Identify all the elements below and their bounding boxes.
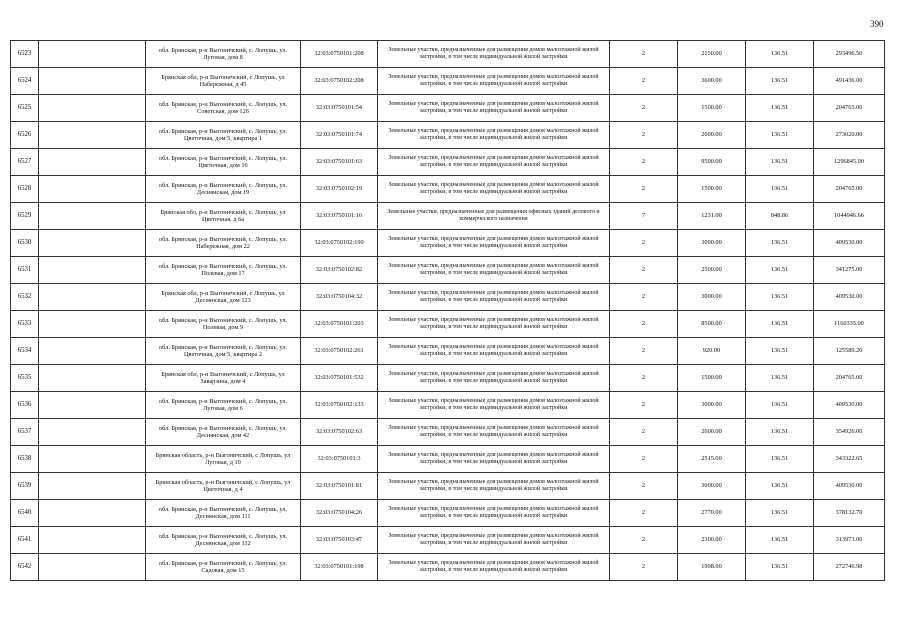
- land-purpose-cell: Земельные участки, предназначенные для размещения домов малоэтажной жилой застройки, в том числе индивидуальной жилой застройки: [378, 500, 610, 527]
- group-cell: 2: [610, 392, 678, 419]
- row-number-cell: 6542: [11, 554, 39, 581]
- land-purpose-cell: Земельные участки, предназначенные для размещения домов малоэтажной жилой застройки, в том числе индивидуальной жилой застройки: [378, 230, 610, 257]
- specific-value-cell: 136.51: [746, 257, 814, 284]
- cadastral-number-cell: 32:03:0750102:63: [301, 419, 378, 446]
- area-cell: 3000.00: [678, 230, 746, 257]
- cadastral-value-cell: 125589.20: [814, 338, 885, 365]
- cadastral-number-cell: 32:03:0750104:26: [301, 500, 378, 527]
- specific-value-cell: 136.51: [746, 68, 814, 95]
- empty-cell: [39, 311, 146, 338]
- group-cell: 2: [610, 257, 678, 284]
- table-row: [11, 446, 885, 473]
- cadastral-value-cell: 378132.70: [814, 500, 885, 527]
- table-row: [11, 176, 885, 203]
- area-cell: 2770.00: [678, 500, 746, 527]
- table-row: [11, 338, 885, 365]
- table-row: [11, 473, 885, 500]
- table-row: [11, 41, 885, 68]
- land-purpose-cell: Земельные участки, предназначенные для размещения домов малоэтажной жилой застройки, в том числе индивидуальной жилой застройки: [378, 554, 610, 581]
- group-cell: 2: [610, 149, 678, 176]
- cadastral-number-cell: 32:03:0750101:532: [301, 365, 378, 392]
- group-cell: 2: [610, 500, 678, 527]
- table-row: [11, 419, 885, 446]
- cadastral-value-cell: 491436.00: [814, 68, 885, 95]
- specific-value-cell: 136.51: [746, 338, 814, 365]
- table-row: [11, 149, 885, 176]
- empty-cell: [39, 149, 146, 176]
- address-cell: обл. Брянская, р-н Выгоничский, с. Лопушь, ул. Цветочная, дом 5, квартира 2: [146, 338, 301, 365]
- group-cell: 2: [610, 446, 678, 473]
- address-cell: Брянская обл, р-н Выгоничский, с. Лопушь, ул Цветочная, д 6а: [146, 203, 301, 230]
- cadastral-number-cell: 32:03:0750101:54: [301, 95, 378, 122]
- cadastral-value-cell: 354926.00: [814, 419, 885, 446]
- cadastral-value-cell: 204765.00: [814, 176, 885, 203]
- land-purpose-cell: Земельные участки, предназначенные для размещения домов малоэтажной жилой застройки, в том числе индивидуальной жилой застройки: [378, 284, 610, 311]
- empty-cell: [39, 527, 146, 554]
- area-cell: 920.00: [678, 338, 746, 365]
- group-cell: 2: [610, 122, 678, 149]
- row-number-cell: 6534: [11, 338, 39, 365]
- land-purpose-cell: Земельные участки, предназначенные для размещения домов малоэтажной жилой застройки, в том числе индивидуальной жилой застройки: [378, 473, 610, 500]
- empty-cell: [39, 554, 146, 581]
- address-cell: обл. Брянская, р-н Выгоничский, с. Лопушь, ул. Луговая, дом 8: [146, 41, 301, 68]
- row-number-cell: 6531: [11, 257, 39, 284]
- group-cell: 2: [610, 338, 678, 365]
- specific-value-cell: 848.86: [746, 203, 814, 230]
- address-cell: обл. Брянская, р-н Выгоничский, с. Лопушь, ул. Цветочная, дом 5, квартира 1: [146, 122, 301, 149]
- land-purpose-cell: Земельные участки, предназначенные для размещения домов малоэтажной жилой застройки, в том числе индивидуальной жилой застройки: [378, 527, 610, 554]
- cadastral-value-cell: 273020.00: [814, 122, 885, 149]
- cadastral-value-cell: 204765.00: [814, 365, 885, 392]
- specific-value-cell: 136.51: [746, 311, 814, 338]
- cadastral-number-cell: 32:03:0750101:208: [301, 41, 378, 68]
- cadastral-number-cell: 32:03:0750101:198: [301, 554, 378, 581]
- row-number-cell: 6527: [11, 149, 39, 176]
- cadastral-number-cell: 32:03:0750101:63: [301, 149, 378, 176]
- address-cell: Брянская обл, р-н Выгоничский, с Лопушь, ул Деснянская, дом 123: [146, 284, 301, 311]
- empty-cell: [39, 446, 146, 473]
- table-row: [11, 95, 885, 122]
- address-cell: обл. Брянская, р-н Выгоничский, с. Лопушь, ул. Цветочная, дом 16: [146, 149, 301, 176]
- cadastral-number-cell: 32:03:0750102:208: [301, 68, 378, 95]
- cadastral-value-cell: 1296845.00: [814, 149, 885, 176]
- area-cell: 2500.00: [678, 257, 746, 284]
- row-number-cell: 6526: [11, 122, 39, 149]
- land-purpose-cell: Земельные участки, предназначенные для размещения домов малоэтажной жилой застройки, в том числе индивидуальной жилой застройки: [378, 95, 610, 122]
- land-purpose-cell: Земельные участки, предназначенные для размещения домов малоэтажной жилой застройки, в том числе индивидуальной жилой застройки: [378, 392, 610, 419]
- row-number-cell: 6530: [11, 230, 39, 257]
- specific-value-cell: 136.51: [746, 500, 814, 527]
- address-cell: обл. Брянская, р-н Выгоничский, с. Лопушь, ул. Деснянская, дом 19: [146, 176, 301, 203]
- land-purpose-cell: Земельные участки, предназначенные для размещения домов малоэтажной жилой застройки, в том числе индивидуальной жилой застройки: [378, 338, 610, 365]
- cadastral-value-cell: 409530.00: [814, 230, 885, 257]
- group-cell: 2: [610, 311, 678, 338]
- row-number-cell: 6537: [11, 419, 39, 446]
- group-cell: 2: [610, 95, 678, 122]
- specific-value-cell: 136.51: [746, 554, 814, 581]
- area-cell: 2300.00: [678, 527, 746, 554]
- address-cell: обл. Брянская, р-н Выгоничский, с. Лопушь, ул. Деснянская, дом 112: [146, 527, 301, 554]
- table-row: [11, 284, 885, 311]
- cadastral-value-cell: 1160335.00: [814, 311, 885, 338]
- empty-cell: [39, 230, 146, 257]
- row-number-cell: 6536: [11, 392, 39, 419]
- land-purpose-cell: Земельные участки, предназначенные для размещения домов малоэтажной жилой застройки, в том числе индивидуальной жилой застройки: [378, 149, 610, 176]
- table-row: [11, 311, 885, 338]
- page-number: 390: [870, 19, 884, 29]
- row-number-cell: 6539: [11, 473, 39, 500]
- empty-cell: [39, 68, 146, 95]
- row-number-cell: 6524: [11, 68, 39, 95]
- area-cell: 3600.00: [678, 68, 746, 95]
- address-cell: Брянская обл, р-н Выгоничский, с Лопушь, ул Заварзина, дом 4: [146, 365, 301, 392]
- specific-value-cell: 136.51: [746, 365, 814, 392]
- row-number-cell: 6535: [11, 365, 39, 392]
- empty-cell: [39, 284, 146, 311]
- row-number-cell: 6532: [11, 284, 39, 311]
- cadastral-number-cell: 32:03:0750102:82: [301, 257, 378, 284]
- land-purpose-cell: Земельные участки, предназначенные для размещения домов малоэтажной жилой застройки, в том числе индивидуальной жилой застройки: [378, 446, 610, 473]
- land-purpose-cell: Земельные участки, предназначенные для размещения офисных зданий делового и коммерческого назначения: [378, 203, 610, 230]
- specific-value-cell: 136.51: [746, 473, 814, 500]
- table-row: [11, 500, 885, 527]
- group-cell: 2: [610, 68, 678, 95]
- row-number-cell: 6523: [11, 41, 39, 68]
- cadastral-number-cell: 32:03:0750104:32: [301, 284, 378, 311]
- table-row: [11, 122, 885, 149]
- table-row: [11, 392, 885, 419]
- specific-value-cell: 136.51: [746, 527, 814, 554]
- area-cell: 9500.00: [678, 149, 746, 176]
- cadastral-value-cell: 409530.00: [814, 392, 885, 419]
- land-purpose-cell: Земельные участки, предназначенные для размещения домов малоэтажной жилой застройки, в том числе индивидуальной жилой застройки: [378, 311, 610, 338]
- group-cell: 2: [610, 554, 678, 581]
- row-number-cell: 6538: [11, 446, 39, 473]
- land-purpose-cell: Земельные участки, предназначенные для размещения домов малоэтажной жилой застройки, в том числе индивидуальной жилой застройки: [378, 41, 610, 68]
- address-cell: Брянская область, р-н Выгоничский, с Лопушь, ул Луговая, д 10: [146, 446, 301, 473]
- address-cell: обл. Брянская, р-н Выгоничский, с. Лопушь, ул. Деснянская, дом 111: [146, 500, 301, 527]
- group-cell: 2: [610, 365, 678, 392]
- empty-cell: [39, 122, 146, 149]
- cadastral-value-cell: 409530.00: [814, 473, 885, 500]
- specific-value-cell: 136.51: [746, 419, 814, 446]
- address-cell: обл. Брянская, р-н Выгоничский, с. Лопушь, ул. Советская, дом 126: [146, 95, 301, 122]
- table-row: [11, 230, 885, 257]
- area-cell: 1500.00: [678, 95, 746, 122]
- address-cell: обл. Брянская, р-н Выгоничский, с. Лопушь, ул. Садовая, дом 15: [146, 554, 301, 581]
- cadastral-value-cell: 272746.98: [814, 554, 885, 581]
- empty-cell: [39, 338, 146, 365]
- row-number-cell: 6541: [11, 527, 39, 554]
- area-cell: 8500.00: [678, 311, 746, 338]
- empty-cell: [39, 473, 146, 500]
- address-cell: обл. Брянская, р-н Выгоничский, с. Лопушь, ул. Полевая, дом 17: [146, 257, 301, 284]
- cadastral-number-cell: 32:03:0750102:261: [301, 338, 378, 365]
- address-cell: Брянская обл, р-н Выгоничский, с Лопушь, ул Набережная, д 45: [146, 68, 301, 95]
- specific-value-cell: 136.51: [746, 122, 814, 149]
- cadastral-number-cell: 32:03:0750101:3: [301, 446, 378, 473]
- table-row: [11, 203, 885, 230]
- cadastral-number-cell: 32:03:0750103:47: [301, 527, 378, 554]
- address-cell: обл. Брянская, р-н Выгоничский, с. Лопушь, ул. Деснянская, дом 42: [146, 419, 301, 446]
- table-row: [11, 257, 885, 284]
- land-purpose-cell: Земельные участки, предназначенные для размещения домов малоэтажной жилой застройки, в том числе индивидуальной жилой застройки: [378, 365, 610, 392]
- empty-cell: [39, 203, 146, 230]
- group-cell: 2: [610, 230, 678, 257]
- address-cell: обл. Брянская, р-н Выгоничский, с. Лопушь, ул. Луговая, дом 6: [146, 392, 301, 419]
- empty-cell: [39, 365, 146, 392]
- specific-value-cell: 136.51: [746, 176, 814, 203]
- group-cell: 2: [610, 284, 678, 311]
- address-cell: обл. Брянская, р-н Выгоничский, с. Лопушь, ул. Набережная, дом 22: [146, 230, 301, 257]
- specific-value-cell: 136.51: [746, 95, 814, 122]
- specific-value-cell: 136.51: [746, 149, 814, 176]
- area-cell: 2150.00: [678, 41, 746, 68]
- area-cell: 1998.00: [678, 554, 746, 581]
- land-purpose-cell: Земельные участки, предназначенные для размещения домов малоэтажной жилой застройки, в том числе индивидуальной жилой застройки: [378, 68, 610, 95]
- area-cell: 1500.00: [678, 176, 746, 203]
- group-cell: 2: [610, 419, 678, 446]
- area-cell: 2515.00: [678, 446, 746, 473]
- table-row: [11, 527, 885, 554]
- empty-cell: [39, 41, 146, 68]
- area-cell: 3000.00: [678, 392, 746, 419]
- group-cell: 7: [610, 203, 678, 230]
- row-number-cell: 6528: [11, 176, 39, 203]
- land-purpose-cell: Земельные участки, предназначенные для размещения домов малоэтажной жилой застройки, в том числе индивидуальной жилой застройки: [378, 122, 610, 149]
- address-cell: Брянская область, р-н Выгоничский, с Лопушь, ул Цветочная, д 4: [146, 473, 301, 500]
- empty-cell: [39, 176, 146, 203]
- empty-cell: [39, 419, 146, 446]
- area-cell: 3000.00: [678, 473, 746, 500]
- cadastral-value-cell: 293496.50: [814, 41, 885, 68]
- table-row: [11, 365, 885, 392]
- empty-cell: [39, 95, 146, 122]
- land-cadastral-table: [10, 40, 885, 581]
- row-number-cell: 6525: [11, 95, 39, 122]
- cadastral-value-cell: 409530.00: [814, 284, 885, 311]
- row-number-cell: 6540: [11, 500, 39, 527]
- specific-value-cell: 136.51: [746, 41, 814, 68]
- specific-value-cell: 136.51: [746, 446, 814, 473]
- area-cell: 1231.00: [678, 203, 746, 230]
- group-cell: 2: [610, 527, 678, 554]
- cadastral-number-cell: 32:03:0750102:133: [301, 392, 378, 419]
- area-cell: 2000.00: [678, 122, 746, 149]
- area-cell: 1500.00: [678, 365, 746, 392]
- row-number-cell: 6533: [11, 311, 39, 338]
- group-cell: 2: [610, 41, 678, 68]
- empty-cell: [39, 500, 146, 527]
- group-cell: 2: [610, 176, 678, 203]
- area-cell: 3000.00: [678, 284, 746, 311]
- land-purpose-cell: Земельные участки, предназначенные для размещения домов малоэтажной жилой застройки, в том числе индивидуальной жилой застройки: [378, 257, 610, 284]
- address-cell: обл. Брянская, р-н Выгоничский, с. Лопушь, ул. Полевая, дом 9: [146, 311, 301, 338]
- cadastral-value-cell: 313973.00: [814, 527, 885, 554]
- empty-cell: [39, 257, 146, 284]
- cadastral-number-cell: 32:03:0750101:16: [301, 203, 378, 230]
- cadastral-value-cell: 204765.00: [814, 95, 885, 122]
- table-row: [11, 554, 885, 581]
- empty-cell: [39, 392, 146, 419]
- cadastral-number-cell: 32:03:0750102:190: [301, 230, 378, 257]
- land-purpose-cell: Земельные участки, предназначенные для размещения домов малоэтажной жилой застройки, в том числе индивидуальной жилой застройки: [378, 176, 610, 203]
- cadastral-number-cell: 32:03:0750101:74: [301, 122, 378, 149]
- area-cell: 2600.00: [678, 419, 746, 446]
- cadastral-value-cell: 1044946.66: [814, 203, 885, 230]
- specific-value-cell: 136.51: [746, 284, 814, 311]
- specific-value-cell: 136.51: [746, 392, 814, 419]
- cadastral-number-cell: 32:03:0750102:19: [301, 176, 378, 203]
- cadastral-number-cell: 32:03:0750101:203: [301, 311, 378, 338]
- specific-value-cell: 136.51: [746, 230, 814, 257]
- cadastral-value-cell: 343322.65: [814, 446, 885, 473]
- table-row: [11, 68, 885, 95]
- group-cell: 2: [610, 473, 678, 500]
- row-number-cell: 6529: [11, 203, 39, 230]
- cadastral-value-cell: 341275.00: [814, 257, 885, 284]
- cadastral-number-cell: 32:03:0750101:81: [301, 473, 378, 500]
- land-purpose-cell: Земельные участки, предназначенные для размещения домов малоэтажной жилой застройки, в том числе индивидуальной жилой застройки: [378, 419, 610, 446]
